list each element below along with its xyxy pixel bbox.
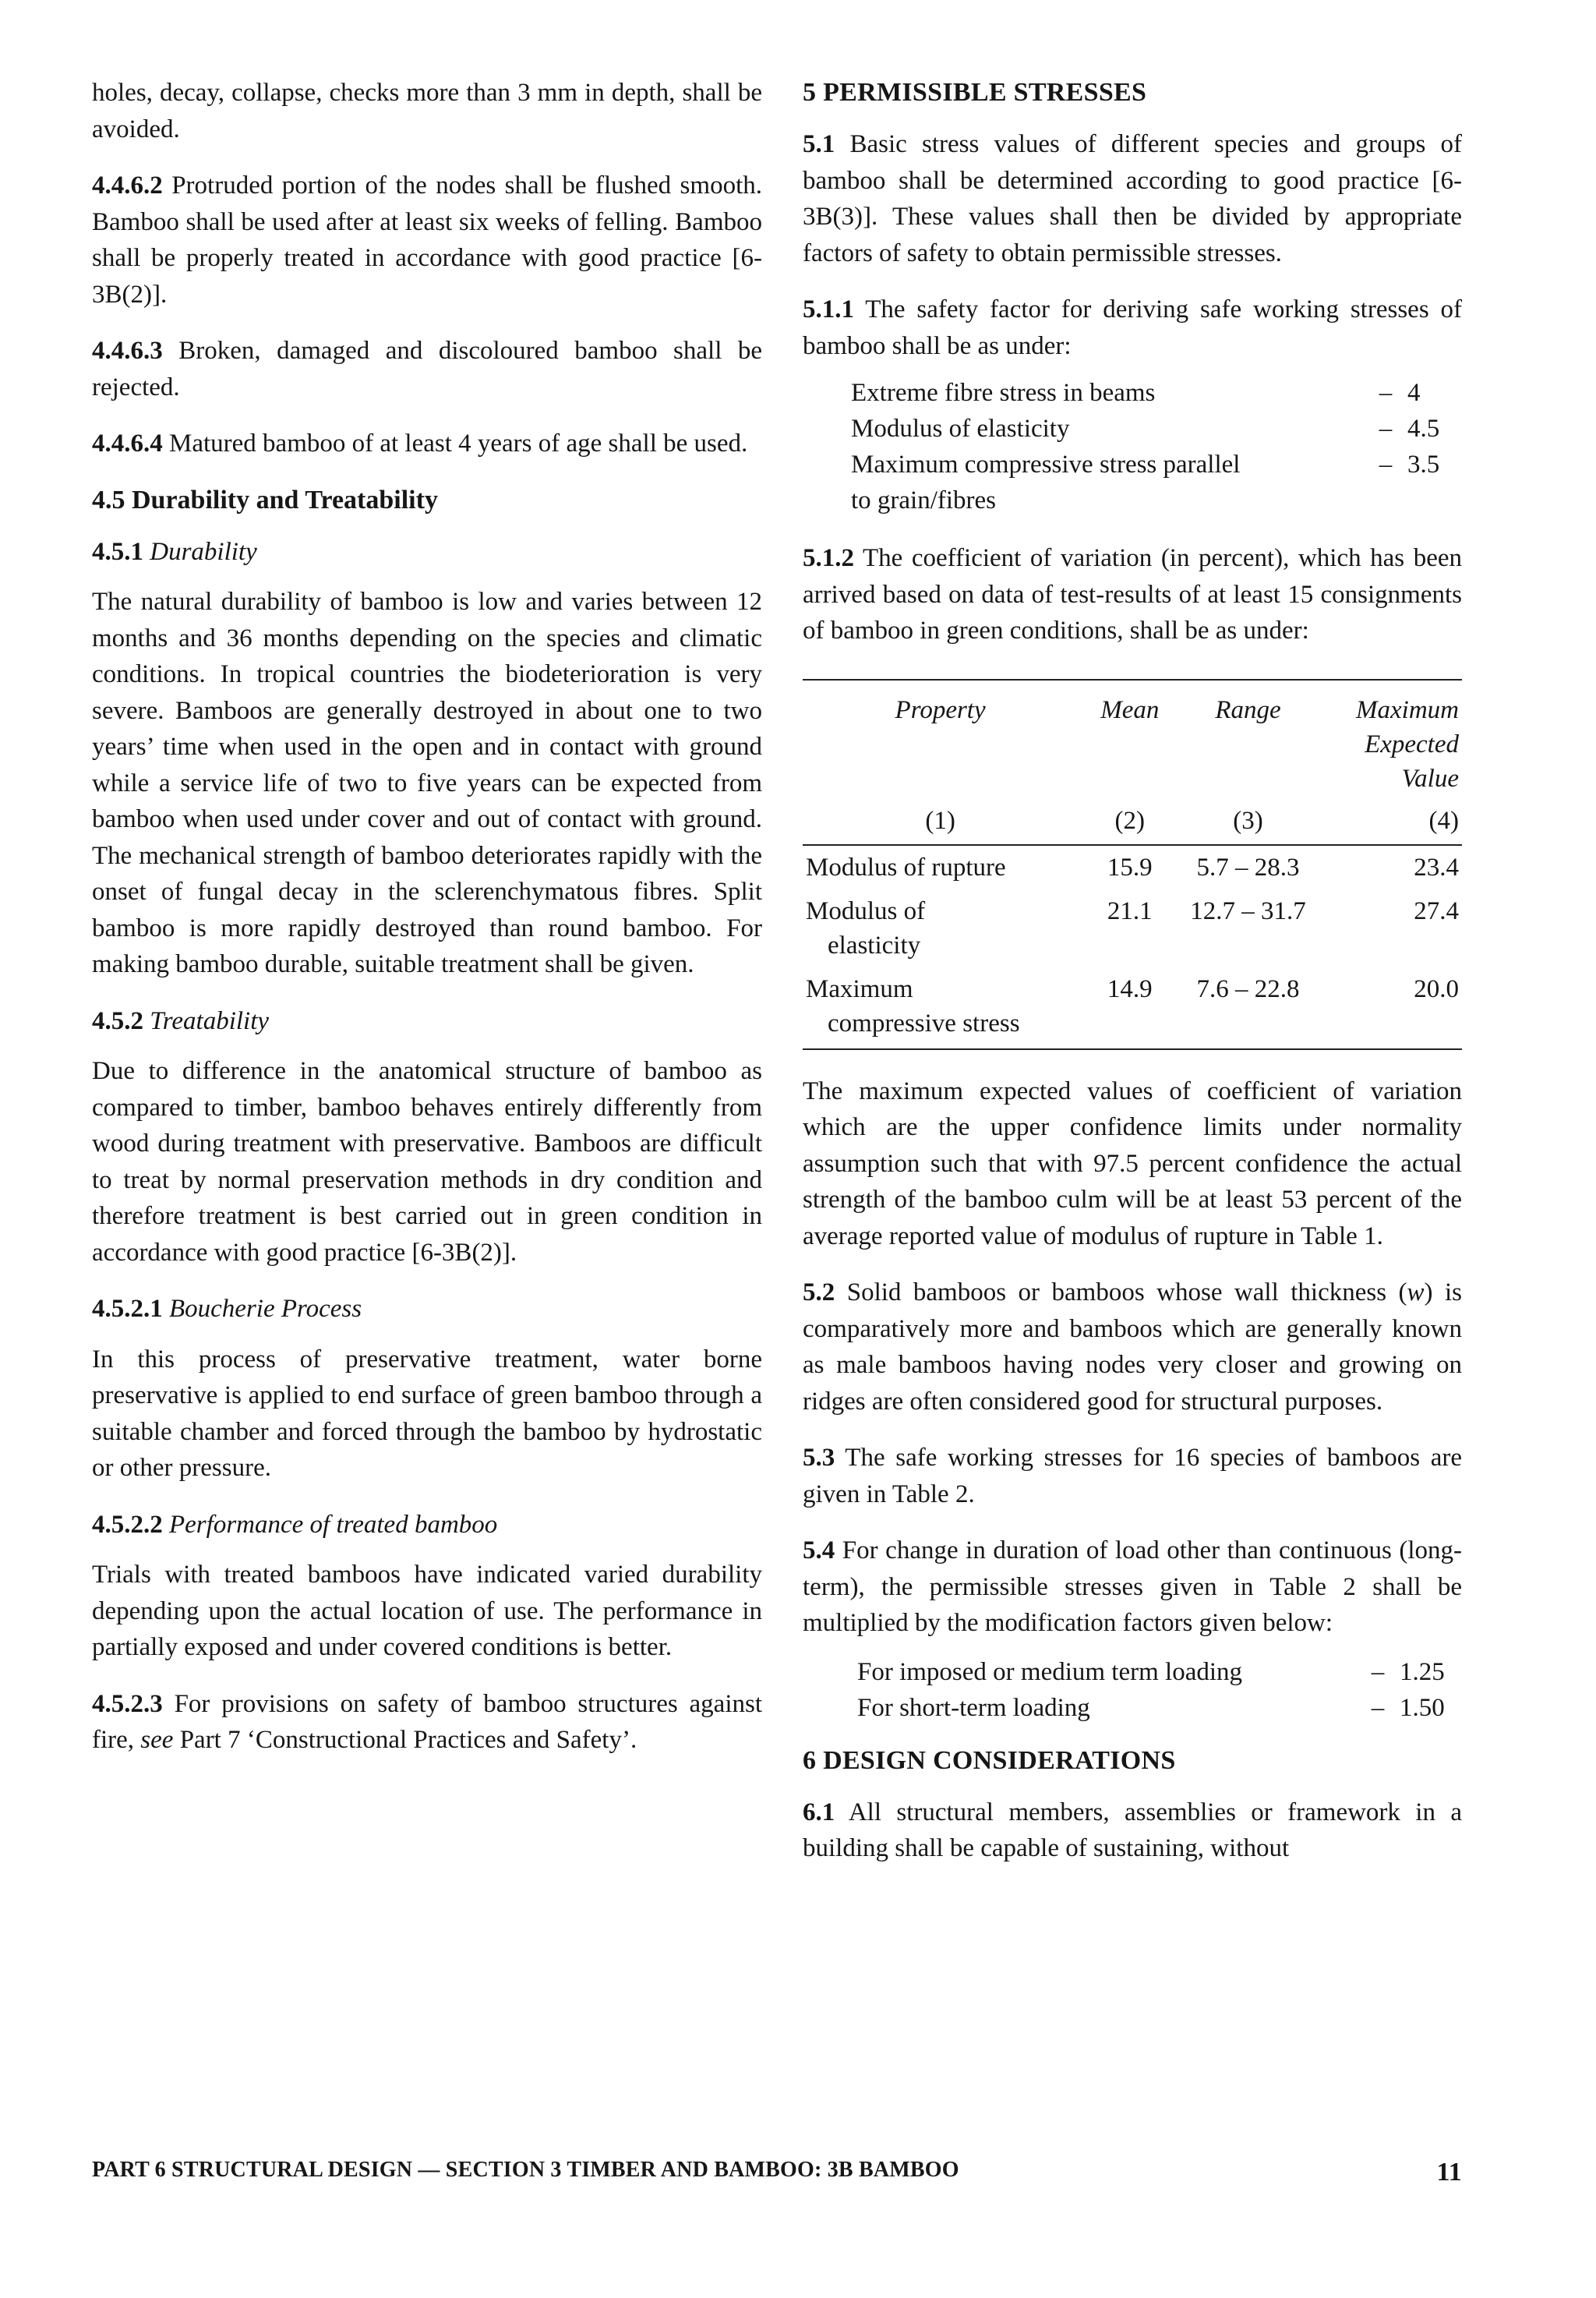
clause-4-5-2-3: 4.5.2.3 For provisions on safety of bamboo structures against fire, see Part 7 ‘Constructional Practices and Safety’. (92, 1689, 763, 1754)
modification-factor-row: For short-term loading – 1.50 (857, 1693, 1445, 1722)
clause-5-1-1: 5.1.1 The safety factor for deriving safe working stresses of bamboo shall be as under: (803, 295, 1463, 360)
heading-4-5: 4.5 Durability and Treatability (92, 485, 438, 514)
table-row: Maximum compressive stress 14.9 7.6 – 22.8 20.0 (803, 967, 1462, 1049)
clause-4-4-6-2: 4.4.6.2 Protruded portion of the nodes shall be flushed smooth. Bamboo shall be used after at least six weeks of felling. Bamboo shall be properly treated in accordance with good practice [6-3B(2)]. (92, 171, 762, 309)
clause-5-4: 5.4 For change in duration of load other than continuous (long-term), the permissible stresses given in Table 2 shall be multiplied by the modification factors given below: (803, 1536, 1462, 1637)
safety-factor-row-continued: to grain/fibres (851, 486, 997, 514)
table-row: Modulus of rupture 15.9 5.7 – 28.3 23.4 (806, 853, 1459, 882)
clause-4-4-6-3: 4.4.6.3 Broken, damaged and discoloured bamboo shall be rejected. (92, 337, 763, 401)
footer-title: PART 6 STRUCTURAL DESIGN — SECTION 3 TIMBER AND BAMBOO: 3B BAMBOO (92, 2158, 959, 2182)
table-header-property: Property (803, 680, 1078, 799)
paragraph-continued: holes, decay, collapse, checks more than 3 mm in depth, shall be avoided. (92, 79, 762, 143)
paragraph-boucherie: In this process of preservative treatment, water borne preservative is applied to end surface of green bamboo through a suitable chamber and forced through the bamboo by hydrostatic or other pressure. (92, 1345, 762, 1482)
left-column (92, 75, 762, 1779)
clause-5-2: 5.2 Solid bamboos or bamboos whose wall thickness (w) is comparatively more and bamboos which are generally known as male bamboos having nodes very closer and growing on ridges are often considered good for structural purposes. (803, 1278, 1463, 1416)
heading-section-5: 5 PERMISSIBLE STRESSES (803, 78, 1147, 107)
table-header-mean: Mean (1078, 680, 1181, 799)
safety-factor-row: Modulus of elasticity – 4.5 (851, 415, 1440, 443)
paragraph-durability: The natural durability of bamboo is low and varies between 12 months and 36 months depending on the species and climatic conditions. In tropical countries the biodeterioration is very severe. Bamboos are generally destroyed in about one to two years’ time when used in the open and in contact with ground while a service life of two to five years can be expected from bamboo when used under cover and out of contact with ground. The mechanical strength of bamboo deteriorates rapidly with the onset of fungal decay in the sclerenchymatous fibres. Split bamboo is more rapidly destroyed than round bamboo. For making bamboo durable, suitable treatment shall be given. (92, 588, 762, 978)
paragraph-treatability: Due to difference in the anatomical structure of bamboo as compared to timber, bamboo behaves entirely differently from wood during treatment with preservative. Bamboos are difficult to treat by normal preservation methods in dry condition and therefore treatment is best carried out in green condition in accordance with good practice [6-3B(2)]. (92, 1057, 762, 1267)
clause-4-5-2-heading: 4.5.2 Treatability (92, 1006, 270, 1035)
table-header-range: Range (1181, 680, 1314, 799)
paragraph-performance: Trials with treated bamboos have indicated varied durability depending upon the actual location of use. The performance in partially exposed and under covered conditions is better. (92, 1561, 762, 1661)
clause-5-1: 5.1 Basic stress values of different species and groups of bamboo shall be determined according to good practice [6-3B(3)]. These values shall then be divided by appropriate factors of safety to obtain permissible stresses. (803, 130, 1462, 267)
clause-6-1: 6.1 All structural members, assemblies or framework in a building shall be capable of sustaining, without (803, 1798, 1462, 1862)
modification-factor-row: For imposed or medium term loading – 1.25 (857, 1657, 1445, 1686)
table-column-number-row: (1) (2) (3) (4) (803, 799, 1462, 845)
clause-5-3: 5.3 The safe working stresses for 16 species of bamboos are given in Table 2. (803, 1444, 1462, 1508)
safety-factor-list (851, 375, 1462, 518)
clause-4-5-1-heading: 4.5.1 Durability (92, 537, 257, 566)
table-header-row (803, 680, 1462, 799)
table-header-max-expected: Maximum Expected Value (1315, 680, 1462, 799)
right-column (803, 75, 1462, 1887)
clause-4-4-6-4: 4.4.6.4 Matured bamboo of at least 4 years of age shall be used. (92, 430, 748, 458)
heading-section-6: 6 DESIGN CONSIDERATIONS (803, 1745, 1176, 1775)
paragraph-max-expected: The maximum expected values of coefficient of variation which are the upper confidence limits under normality assumption such that with 97.5 percent confidence the actual strength of the bamboo culm will be at least 53 percent of the average reported value of modulus of rupture in Table 1. (803, 1077, 1462, 1250)
clause-4-5-2-2-heading: 4.5.2.2 Performance of treated bamboo (92, 1510, 498, 1539)
table-row: Modulus of elasticity 21.1 12.7 – 31.7 27.4 (806, 896, 1459, 960)
clause-4-5-2-1-heading: 4.5.2.1 Boucherie Process (92, 1295, 362, 1323)
safety-factor-row: Extreme fibre stress in beams – 4 (851, 379, 1421, 407)
modification-factor-list (857, 1654, 1462, 1726)
page-number: 11 (1436, 2158, 1462, 2187)
page-footer (92, 2158, 1462, 2187)
clause-5-1-2: 5.1.2 The coefficient of variation (in percent), which has been arrived based on data of test-results of at least 15 consignments of bamboo in green conditions, shall be as under: (803, 544, 1463, 645)
safety-factor-row: Maximum compressive stress parallel – 3.5 (851, 451, 1440, 479)
coefficient-of-variation-table (803, 679, 1462, 1050)
